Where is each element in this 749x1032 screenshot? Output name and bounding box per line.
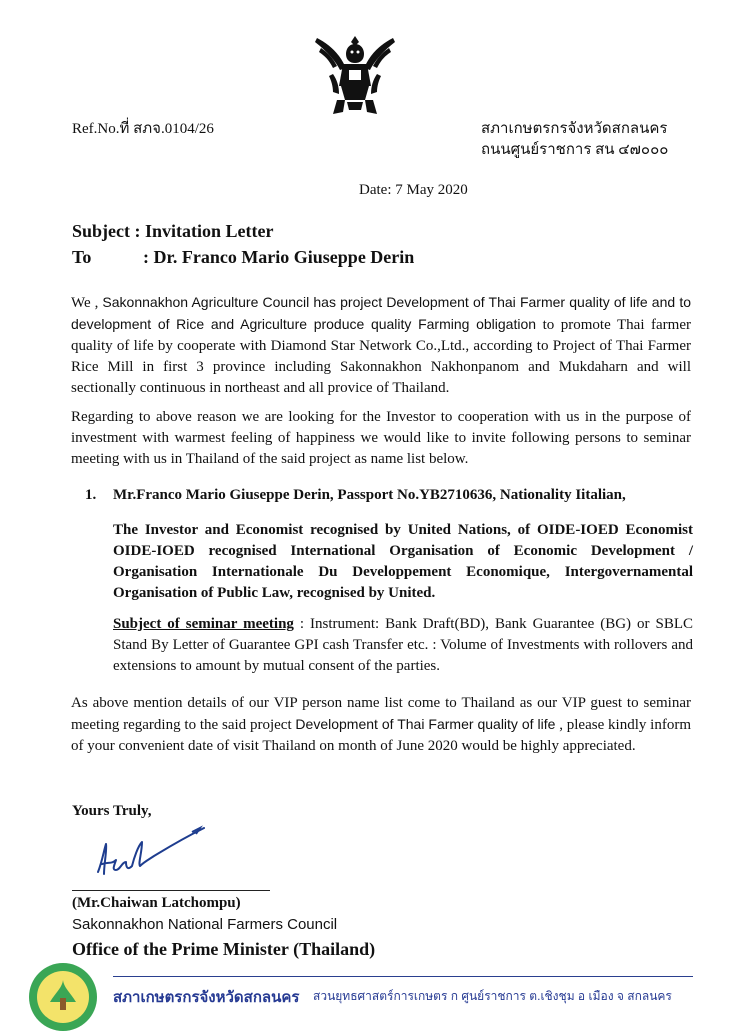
letter-subject: Subject : Invitation Letter xyxy=(72,221,274,241)
paragraph-intro xyxy=(71,292,691,399)
address-line-2: ถนนศูนย์ราชการ สน ๔๗๐๐๐ xyxy=(481,142,669,158)
paragraph-intro-start: We , xyxy=(71,295,103,311)
footer-divider xyxy=(113,976,693,977)
invitee-heading: Mr.Franco Mario Giuseppe Derin, Passport No.YB2710636, Nationality Iitalian, xyxy=(113,487,626,503)
address-line-1: สภาเกษตรกรจังหวัดสกลนคร xyxy=(481,121,668,137)
seminar-subject xyxy=(113,614,693,677)
recipient-label: To xyxy=(72,247,92,267)
paragraph-request xyxy=(71,693,691,757)
footer-address: สวนยุทธศาสตร์การเกษตร ก ศูนย์ราชการ ต.เชิงชุม อ เมือง จ สกลนคร xyxy=(313,989,672,1003)
garuda-emblem-icon xyxy=(307,30,403,118)
signatory-council: Sakonnakhon National Farmers Council xyxy=(72,916,338,933)
footer-organisation: สภาเกษตรกรจังหวัดสกลนคร xyxy=(113,989,300,1006)
paragraph-purpose: Regarding to above reason we are looking for the Investor to cooperation with us in the purpose of investment with warmest feeling of happiness we would like to invite following persons to seminar meeting with us in Thailand of the said project as name list below. xyxy=(71,409,691,467)
closing-salutation: Yours Truly, xyxy=(72,803,152,819)
paragraph-intro-project: Sakonnakhon Agriculture Council has project Development of Thai Farmer quality of life and to development of Rice and Agriculture produce quality Farming obligation xyxy=(71,294,691,332)
sender-address xyxy=(481,119,668,161)
signature-icon xyxy=(88,822,208,892)
paragraph-request-start: As above mention details of our VIP person name list come to Thailand as our VIP guest to seminar meeting regarding to the said project xyxy=(71,695,691,733)
letter-date: Date: 7 May 2020 xyxy=(359,182,468,198)
signatory-name: (Mr.Chaiwan Latchompu) xyxy=(72,895,241,911)
paragraph-request-rest: , please kindly inform of your convenient date of visit Thailand on month of June 2020 would be highly appreciated. xyxy=(71,717,691,754)
recipient-name: : Dr. Franco Mario Giuseppe Derin xyxy=(143,247,415,267)
seminar-subject-text: : Instrument: Bank Draft(BD), Bank Guarantee (BG) or SBLC Stand By Letter of Guarantee GPI cash Transfer etc. : Volume of Investments with rollovers and extensions to amount by mutual consent of the parties. xyxy=(113,616,693,674)
signature-line xyxy=(72,890,270,891)
list-item-number: 1. xyxy=(85,487,97,503)
invitee-description: The Investor and Economist recognised by United Nations, of OIDE-IOED Economist OIDE-IOED recognised International Organisation of Economic Development / Organisation Internationale Du Developpement Economique, Intergovernamental Organisation of Public Law, recognised by United. xyxy=(113,522,693,601)
reference-number: Ref.No.ที่ สภจ.0104/26 xyxy=(72,121,214,137)
council-logo-icon xyxy=(28,962,98,1032)
seminar-subject-label: Subject of seminar meeting xyxy=(113,616,294,632)
paragraph-request-project: Development of Thai Farmer quality of life xyxy=(295,716,556,732)
signatory-office: Office of the Prime Minister (Thailand) xyxy=(72,939,376,959)
paragraph-intro-rest: to promote Thai farmer quality of life by cooperate with Diamond Star Network Co.,Ltd., according to Project of Thai Farmer Rice Mill in first 3 province including Sakonnakhon Nakhonpanom and Mukdaharn and will sectionally continuous in northeast and all provice of Thailand. xyxy=(71,317,692,396)
